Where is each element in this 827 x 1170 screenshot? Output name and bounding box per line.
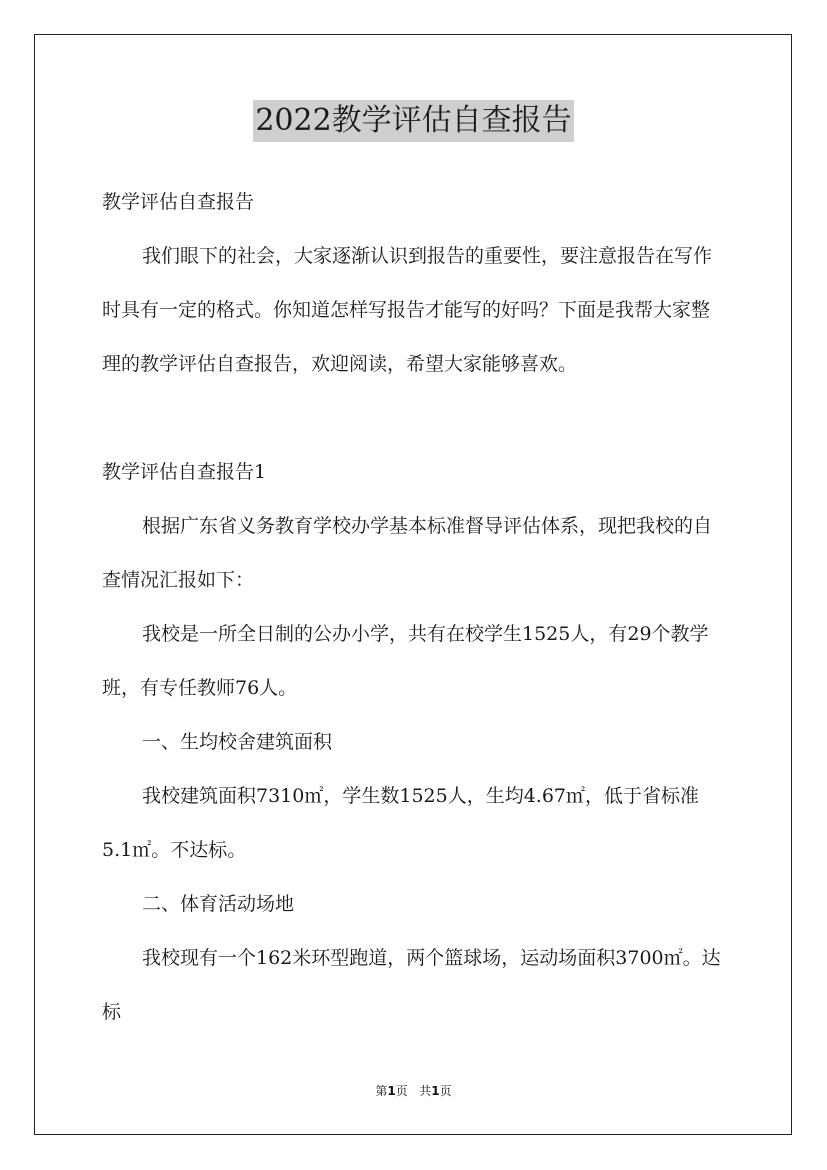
body-paragraph: 我校是一所全日制的公办小学，共有在校学生1525人，有29个教学班，有专任教师76人。 — [102, 623, 709, 699]
page-footer — [0, 1082, 827, 1100]
body-paragraph: 我校建筑面积7310㎡，学生数1525人，生均4.67㎡，低于省标准5.1㎡。不达标。 — [102, 785, 700, 861]
document-body — [102, 175, 728, 1039]
total-pages: 1 — [431, 1084, 440, 1098]
page-suffix: 页 — [395, 1084, 408, 1098]
body-paragraph: 根据广东省义务教育学校办学基本标准督导评估体系，现把我校的自查情况汇报如下： — [102, 515, 713, 591]
document-title: 2022教学评估自查报告 — [253, 100, 573, 142]
subsection-heading: 一、生均校舍建筑面积 — [142, 731, 333, 753]
body-paragraph: 我校现有一个162米环型跑道，两个篮球场，运动场面积3700㎡。达标 — [102, 947, 721, 1023]
total-prefix: 共 — [419, 1084, 432, 1098]
report-heading: 教学评估自查报告1 — [102, 461, 267, 483]
subsection-heading: 二、体育活动场地 — [142, 893, 295, 915]
intro-paragraph: 我们眼下的社会，大家逐渐认识到报告的重要性，要注意报告在写作时具有一定的格式。你知道怎样写报告才能写的好吗？下面是我帮大家整理的教学评估自查报告，欢迎阅读，希望大家能够喜欢。 — [102, 245, 713, 375]
blank-line — [102, 391, 728, 445]
section-heading: 教学评估自查报告 — [102, 191, 255, 213]
total-suffix: 页 — [439, 1084, 452, 1098]
title-container — [0, 100, 827, 142]
page-number: 1 — [387, 1084, 396, 1098]
page-prefix: 第 — [375, 1084, 388, 1098]
